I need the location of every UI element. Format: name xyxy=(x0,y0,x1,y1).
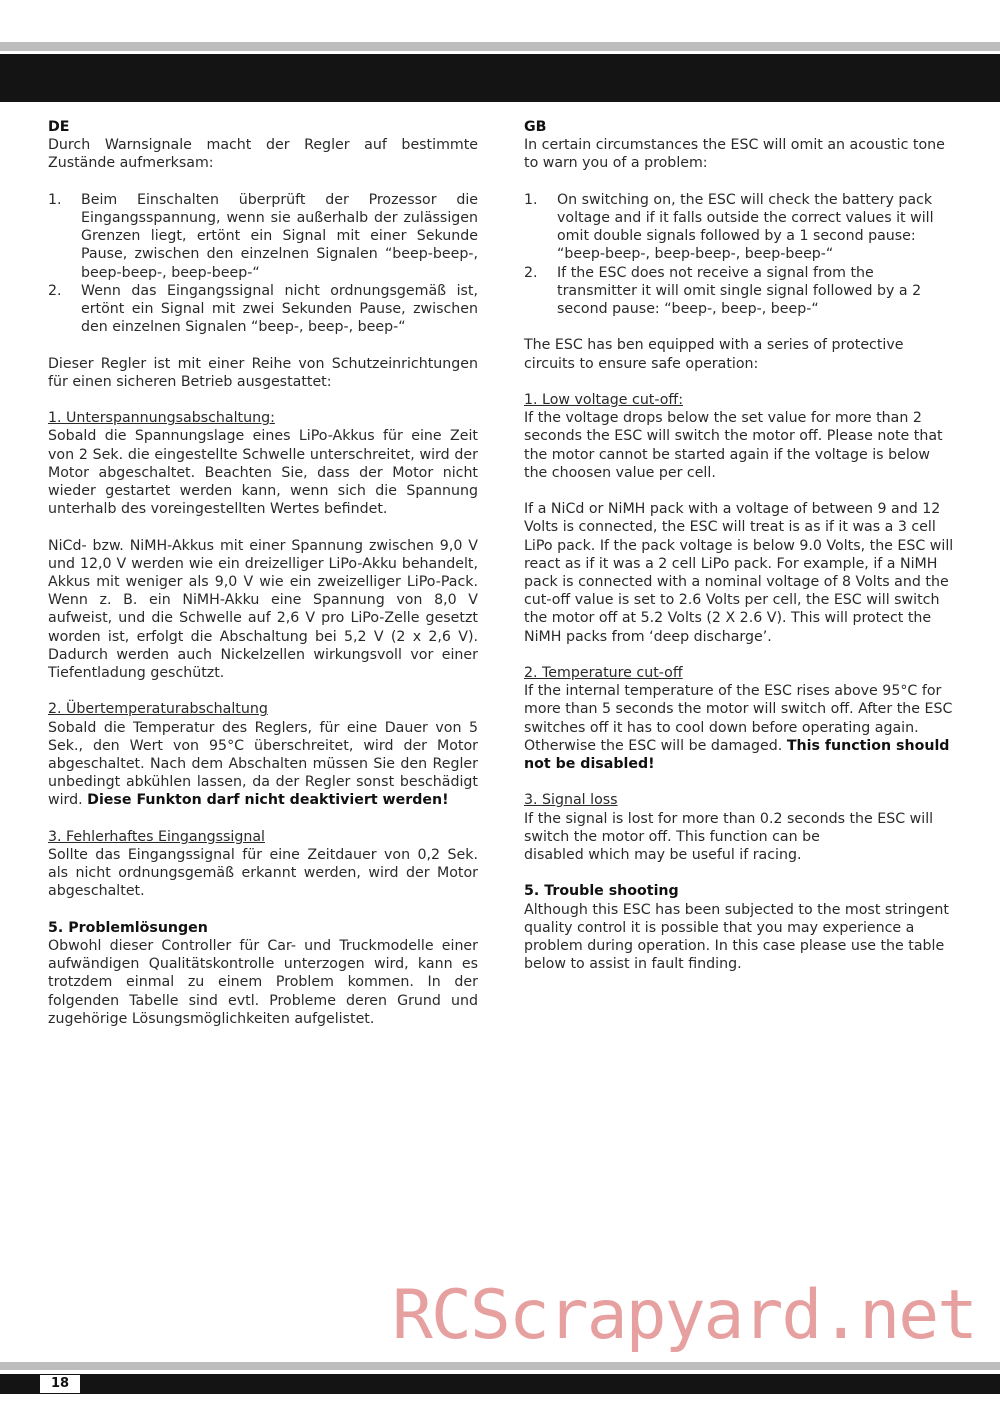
gb-section2-text: If the internal temperature of the ESC rises above 95°C for more than 5 seconds the motor will switch off. After the ESC switches off it has to cool down before operating again. Otherwise the ESC will be damaged. This function should not be disabled! xyxy=(524,683,953,773)
de-section3-title: 3. Fehlerhaftes Eingangssignal xyxy=(48,828,265,845)
gb-section2-title: 2. Temperature cut-off xyxy=(524,665,683,682)
gb-intro: In certain circumstances the ESC will omit an acoustic tone to warn you of a problem: xyxy=(524,137,945,172)
gb-section3-title: 3. Signal loss xyxy=(524,792,618,809)
footer-black-band xyxy=(0,1374,1000,1394)
list-item: 2. Wenn das Eingangssignal nicht ordnungsgemäß ist, ertönt ein Signal mit zwei Sekunden Pause, zwischen den einzelnen Signalen “beep-, beep-, beep-“ xyxy=(48,282,478,336)
gb-warning-list xyxy=(524,191,954,318)
de-warning-list xyxy=(48,191,478,337)
de-section5-text: Obwohl dieser Controller für Car- und Truckmodelle einer aufwändigen Qualitätskontrolle unterzogen wird, kann es trotzdem einmal zu einem Problem kommen. In der folgenden Tabelle sind evtl. Probleme deren Grund und zugehörige Lösungsmöglichkeiten aufgelistet. xyxy=(48,938,478,1027)
header-gray-bar xyxy=(0,42,1000,51)
gb-section2-warning: This function should not be disabled! xyxy=(524,737,950,773)
de-heading: DE xyxy=(48,119,70,135)
gb-heading: GB xyxy=(524,119,547,135)
page-number: 18 xyxy=(40,1375,80,1393)
list-item: 1. Beim Einschalten überprüft der Prozessor die Eingangsspannung, wenn sie außerhalb der zulässigen Grenzen liegt, ertönt ein Signal mit einer Sekunde Pause, zwischen den einzelnen Signalen “beep-beep-, beep-beep-, beep-beep-“ xyxy=(48,191,478,281)
gb-section1-title: 1. Low voltage cut-off: xyxy=(524,392,683,408)
english-column xyxy=(524,118,954,973)
list-item: 2. If the ESC does not receive a signal from the transmitter it will omit single signal followed by a 2 second pause: “beep-, beep-, beep-“ xyxy=(524,264,922,318)
german-column xyxy=(48,118,478,1028)
de-intro: Durch Warnsignale macht der Regler auf bestimmte Zustände aufmerksam: xyxy=(48,137,478,172)
gb-section1-text: If the voltage drops below the set value for more than 2 seconds the ESC will switch the motor off. Please note that the motor cannot be started again if the voltage is below the choosen value per cell. xyxy=(524,410,943,481)
de-section2-warning: Diese Funkton darf nicht deaktiviert werden! xyxy=(87,792,449,809)
list-item: 1. On switching on, the ESC will check the battery pack voltage and if it falls outside the correct values it will omit double signals followed by a 1 second pause: “beep-beep-, beep-beep-, beep-beep-“ xyxy=(524,191,934,263)
gb-section5-title: 5. Trouble shooting xyxy=(524,883,679,900)
de-protect-intro: Dieser Regler ist mit einer Reihe von Schutzeinrichtungen für einen sicheren Betrieb ausgestattet: xyxy=(48,355,478,390)
header-black-band xyxy=(0,54,1000,102)
de-section2-title: 2. Übertemperaturabschaltung xyxy=(48,701,268,718)
de-section5-title: 5. Problemlösungen xyxy=(48,919,208,936)
gb-section5-text: Although this ESC has been subjected to the most stringent quality control it is possible that you may experience a problem during operation. In this case please use the table below to assist in fault finding. xyxy=(524,901,949,973)
de-section1-title: 1. Unterspannungsabschaltung: xyxy=(48,410,275,427)
gb-section3-text-b: disabled which may be useful if racing. xyxy=(524,847,802,864)
gb-section3-text-a: If the signal is lost for more than 0.2 seconds the ESC will switch the motor off. This function can be xyxy=(524,810,934,845)
de-section2-text: Sobald die Temperatur des Reglers, für eine Dauer von 5 Sek., den Wert von 95°C überschreitet, wird der Motor abgeschaltet. Nach dem Abschalten müssen Sie den Regler unbedingt abkühlen lassen, da der Regler sonst beschädigt wird. Diese Funkton darf nicht deaktiviert werden! xyxy=(48,719,478,809)
de-section1-text: Sobald die Spannungslage eines LiPo-Akkus für eine Zeit von 2 Sek. die eingestellte Schwelle unterschreitet, wird der Motor abgeschaltet. Beachten Sie, dass der Motor nicht wieder gestartet werden kann, wenn sich die Spannung unterhalb des voreingestellten Wertes befindet. xyxy=(48,428,478,518)
footer-gray-bar xyxy=(0,1362,1000,1370)
de-section3-text: Sollte das Eingangssignal für eine Zeitdauer von 0,2 Sek. als nicht ordnungsgemäß erkannt werden, wird der Motor abgeschaltet. xyxy=(48,847,478,900)
watermark: RCScrapyard.net xyxy=(392,1276,977,1355)
gb-section1-text2: If a NiCd or NiMH pack with a voltage of between 9 and 12 Volts is connected, the ESC will treat is as if it was a 3 cell LiPo pack. If the pack voltage is below 9.0 Volts, the ESC will react as if it was a 2 cell LiPo pack. For example, if a NiMH pack is connected with a nominal voltage of 8 Volts and the cut-off value is set to 2.6 Volts per cell, the ESC will switch the motor off at 5.2 Volts (2 X 2.6 V). This will protect the NiMH packs from ‘deep discharge’. xyxy=(524,501,954,645)
de-section1-text2: NiCd- bzw. NiMH-Akkus mit einer Spannung zwischen 9,0 V und 12,0 V werden wie ein dreizelliger LiPo-Akku behandelt, Akkus mit weniger als 9,0 V wie ein zweizelliger LiPo-Pack. Wenn z. B. ein NiMH-Akku eine Spannung von 8,0 V aufweist, und die Schwelle auf 2,6 V pro LiPo-Zelle gesetzt worden ist, erfolgt die Abschaltung bei 5,2 V (2 x 2,6 V). Dadurch werden auch Nickelzellen wirkungsvoll vor einer Tiefentladung geschützt. xyxy=(48,537,478,682)
gb-protect-intro: The ESC has ben equipped with a series of protective circuits to ensure safe operation: xyxy=(524,337,904,372)
